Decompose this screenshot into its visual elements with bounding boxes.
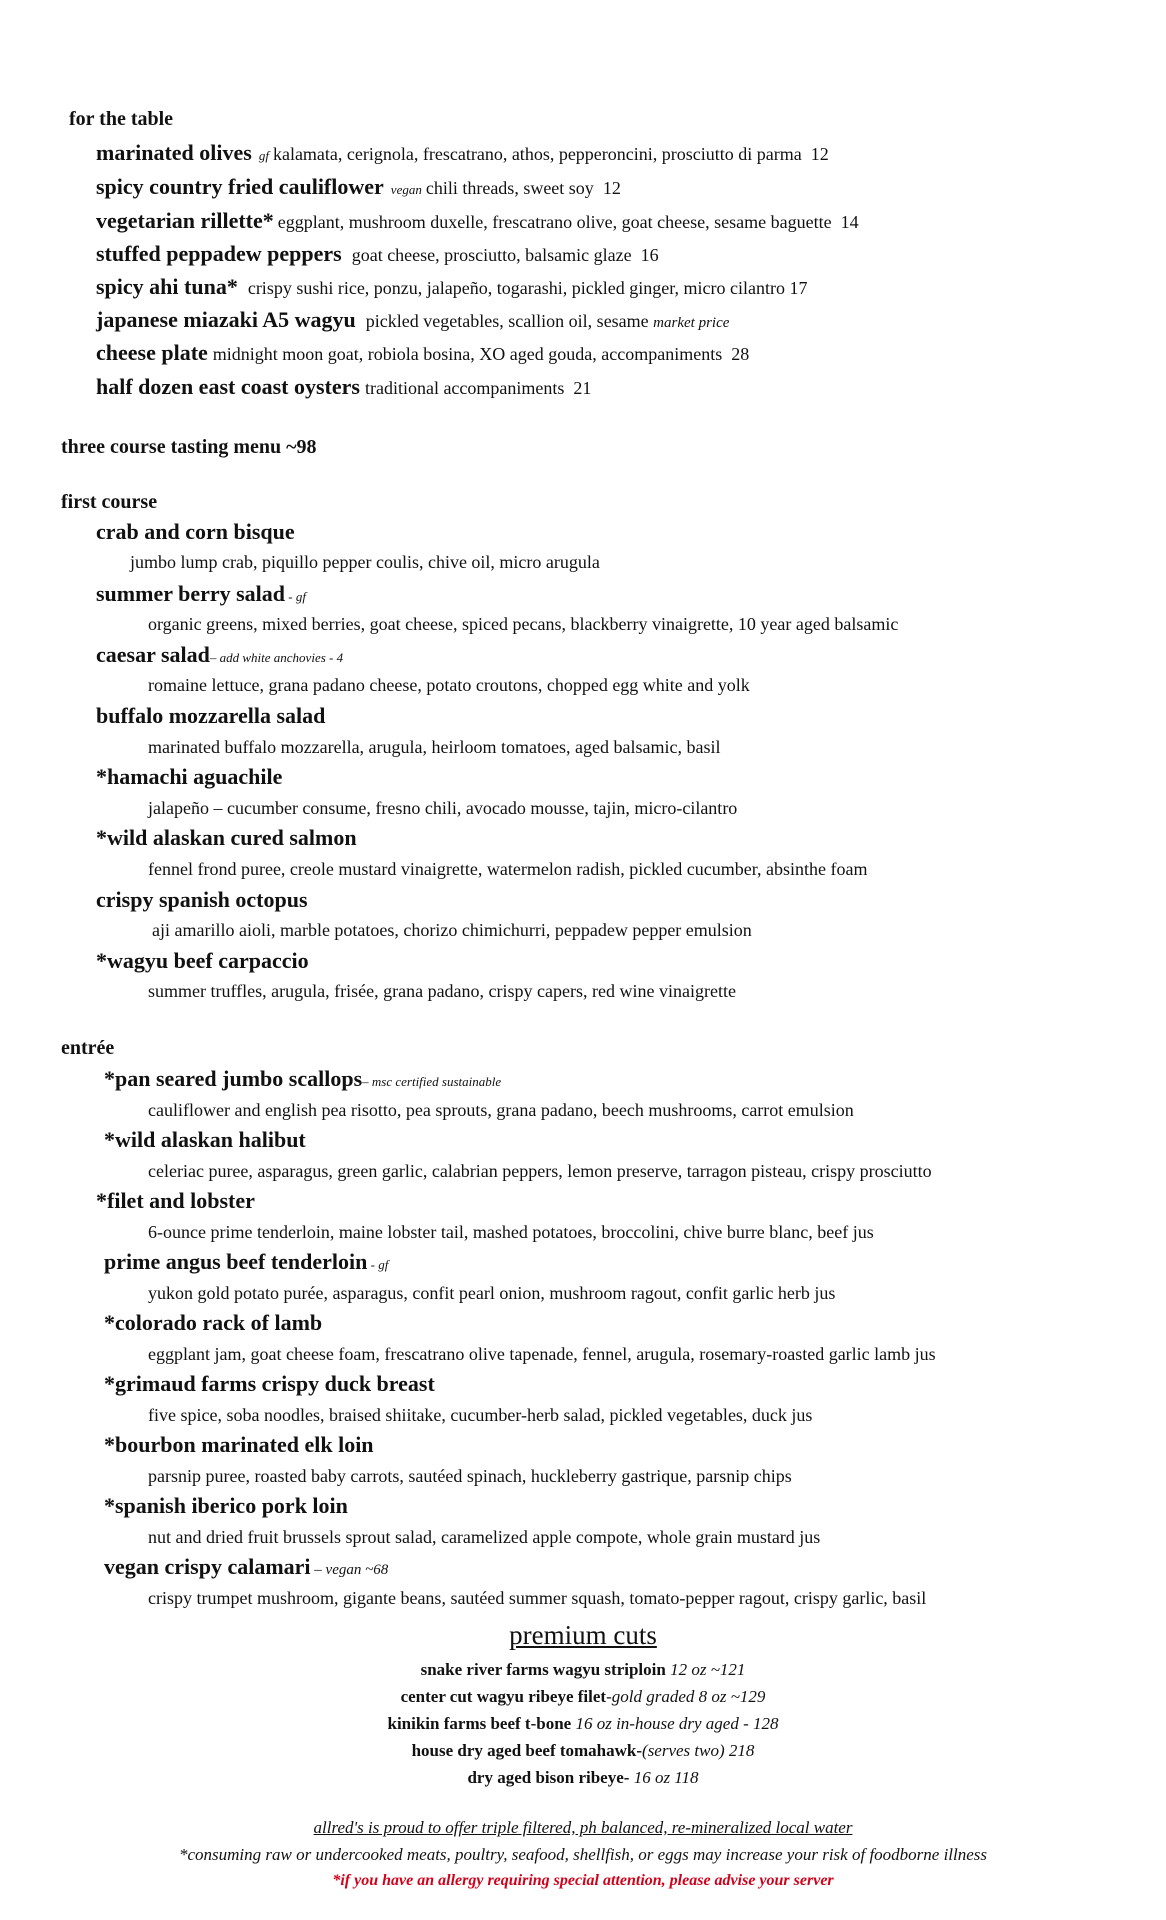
first-course-item-desc: jumbo lump crab, piquillo pepper coulis, chive oil, micro arugula xyxy=(130,552,600,572)
item-name: half dozen east coast oysters xyxy=(96,374,360,399)
first-course-item-desc: organic greens, mixed berries, goat cheese, spiced pecans, blackberry vinaigrette, 10 year aged balsamic xyxy=(148,614,899,634)
table-item-cheese-plate xyxy=(96,340,749,366)
first-course-item-desc: fennel frond puree, creole mustard vinaigrette, watermelon radish, pickled cucumber, absinthe foam xyxy=(148,859,868,879)
cut-name: snake river farms wagyu striploin xyxy=(420,1660,666,1679)
cut-name: kinikin farms beef t-bone xyxy=(387,1714,572,1733)
item-market-price: market price xyxy=(653,315,730,331)
first-course-item-name: caesar salad xyxy=(96,642,210,667)
item-price: 12 xyxy=(810,144,829,164)
item-desc: midnight moon goat, robiola bosina, XO aged gouda, accompaniments xyxy=(212,344,723,364)
item-desc: kalamata, cerignola, frescatrano, athos, pepperoncini, prosciutto di parma xyxy=(272,144,802,164)
item-note: – add white anchovies - 4 xyxy=(209,650,344,665)
first-course-item-desc: marinated buffalo mozzarella, arugula, heirloom tomatoes, aged balsamic, basil xyxy=(148,737,721,757)
item-note: - gf xyxy=(367,1257,389,1272)
item-name: cheese plate xyxy=(96,340,208,365)
table-item-a5-wagyu xyxy=(96,307,729,333)
item-tag: vegan xyxy=(390,182,422,197)
item-price: 21 xyxy=(573,378,592,398)
entree-item-desc: parsnip puree, roasted baby carrots, sautéed spinach, huckleberry gastrique, parsnip chips xyxy=(148,1466,792,1486)
entree-item-desc: eggplant jam, goat cheese foam, frescatrano olive tapenade, fennel, arugula, rosemary-roasted garlic lamb jus xyxy=(148,1344,936,1364)
premium-cut-row xyxy=(0,1660,1166,1680)
section-heading-first-course: first course xyxy=(61,491,158,513)
table-item-peppadew-peppers xyxy=(96,241,659,267)
first-course-item-name: *wagyu beef carpaccio xyxy=(96,948,309,973)
item-desc: goat cheese, prosciutto, balsamic glaze xyxy=(351,245,632,265)
table-item-cauliflower xyxy=(96,174,621,200)
item-desc: traditional accompaniments xyxy=(364,378,565,398)
first-course-item-desc: romaine lettuce, grana padano cheese, potato croutons, chopped egg white and yolk xyxy=(148,675,750,695)
entree-item-name: *colorado rack of lamb xyxy=(104,1310,323,1335)
cut-detail: 16 oz in-house dry aged - 128 xyxy=(571,1714,779,1733)
first-course-item-name: crispy spanish octopus xyxy=(96,887,308,912)
section-heading-entree: entrée xyxy=(61,1037,115,1059)
item-note: - gf xyxy=(285,589,306,604)
item-price: 28 xyxy=(731,344,750,364)
premium-cuts-title: premium cuts xyxy=(509,1620,657,1650)
entree-item-header xyxy=(104,1554,388,1580)
item-name: japanese miazaki A5 wagyu xyxy=(96,307,356,332)
entree-item-name: *filet and lobster xyxy=(96,1188,255,1213)
cut-name: house dry aged beef tomahawk- xyxy=(411,1741,643,1760)
item-name: marinated olives xyxy=(96,140,252,165)
table-item-oysters xyxy=(96,374,591,400)
cut-name: center cut wagyu ribeye filet xyxy=(400,1687,607,1706)
entree-item-desc: crispy trumpet mushroom, gigante beans, sautéed summer squash, tomato-pepper ragout, crispy garlic, basil xyxy=(148,1588,927,1608)
table-item-marinated-olives xyxy=(96,140,829,166)
cut-detail: 12 oz ~121 xyxy=(665,1660,746,1679)
first-course-item-desc: aji amarillo aioli, marble potatoes, chorizo chimichurri, peppadew pepper emulsion xyxy=(152,920,752,940)
entree-item-desc: five spice, soba noodles, braised shiitake, cucumber-herb salad, pickled vegetables, duck jus xyxy=(148,1405,813,1425)
cut-detail: -gold graded 8 oz ~129 xyxy=(606,1687,766,1706)
first-course-item-name: summer berry salad xyxy=(96,581,286,606)
item-desc: chili threads, sweet soy xyxy=(425,178,594,198)
first-course-item-name: *hamachi aguachile xyxy=(96,764,283,789)
premium-cut-row xyxy=(0,1714,1166,1734)
entree-item-desc: yukon gold potato purée, asparagus, confit pearl onion, mushroom ragout, confit garlic herb jus xyxy=(148,1283,836,1303)
item-price: 14 xyxy=(840,212,859,232)
table-item-ahi-tuna xyxy=(96,274,807,300)
cut-detail: 16 oz 118 xyxy=(629,1768,699,1787)
footer-consuming-warning: *consuming raw or undercooked meats, poultry, seafood, shellfish, or eggs may increase your risk of foodborne illness xyxy=(178,1845,988,1864)
entree-item-name: *bourbon marinated elk loin xyxy=(104,1432,374,1457)
item-name: vegetarian rillette* xyxy=(96,208,274,233)
entree-item-header xyxy=(104,1066,501,1092)
first-course-item-name: *wild alaskan cured salmon xyxy=(96,825,357,850)
entree-item-name: *pan seared jumbo scallops xyxy=(104,1066,363,1091)
item-name: spicy ahi tuna* xyxy=(96,274,238,299)
item-price: 16 xyxy=(640,245,659,265)
entree-item-desc: nut and dried fruit brussels sprout salad, caramelized apple compote, whole grain mustard jus xyxy=(148,1527,821,1547)
first-course-item-desc: summer truffles, arugula, frisée, grana padano, crispy capers, red wine vinaigrette xyxy=(148,981,736,1001)
item-name: stuffed peppadew peppers xyxy=(96,241,342,266)
item-desc: pickled vegetables, scallion oil, sesame xyxy=(365,311,649,331)
entree-item-name: vegan crispy calamari xyxy=(104,1554,311,1579)
item-note: – vegan ~68 xyxy=(310,1562,389,1578)
footer-allergy-note: *if you have an allergy requiring special attention, please advise your server xyxy=(332,1872,834,1889)
first-course-item-desc: jalapeño – cucumber consume, fresno chili, avocado mousse, tajin, micro-cilantro xyxy=(148,798,738,818)
item-desc: crispy sushi rice, ponzu, jalapeño, togarashi, pickled ginger, micro cilantro xyxy=(247,278,785,298)
entree-item-desc: 6-ounce prime tenderloin, maine lobster tail, mashed potatoes, broccolini, chive burre blanc, beef jus xyxy=(148,1222,874,1242)
premium-cut-row xyxy=(0,1768,1166,1788)
item-desc: eggplant, mushroom duxelle, frescatrano olive, goat cheese, sesame baguette xyxy=(277,212,832,232)
entree-item-name: prime angus beef tenderloin xyxy=(104,1249,368,1274)
entree-item-name: *spanish iberico pork loin xyxy=(104,1493,348,1518)
first-course-item-header xyxy=(96,642,343,668)
entree-item-header xyxy=(104,1249,388,1275)
item-price: 12 xyxy=(602,178,621,198)
first-course-item-name: buffalo mozzarella salad xyxy=(96,703,326,728)
item-tag: gf xyxy=(258,148,269,163)
premium-cut-row xyxy=(0,1687,1166,1707)
cut-name: dry aged bison ribeye- xyxy=(467,1768,630,1787)
entree-item-name: *grimaud farms crispy duck breast xyxy=(104,1371,435,1396)
item-name: spicy country fried cauliflower xyxy=(96,174,384,199)
entree-item-name: *wild alaskan halibut xyxy=(104,1127,306,1152)
first-course-item-name: crab and corn bisque xyxy=(96,519,295,544)
tasting-menu-heading: three course tasting menu ~98 xyxy=(61,436,317,458)
table-item-vegetarian-rillette xyxy=(96,208,859,234)
premium-cut-row xyxy=(0,1741,1166,1761)
section-heading-for-the-table: for the table xyxy=(69,108,174,130)
entree-item-desc: celeriac puree, asparagus, green garlic, calabrian peppers, lemon preserve, tarragon pisteau, crispy prosciutto xyxy=(148,1161,932,1181)
first-course-item-header xyxy=(96,581,306,607)
cut-detail: (serves two) 218 xyxy=(642,1741,755,1760)
footer-water-note: allred's is proud to offer triple filtered, ph balanced, re-mineralized local water xyxy=(313,1818,853,1837)
item-note: – msc certified sustainable xyxy=(362,1074,502,1089)
item-price: 17 xyxy=(789,278,808,298)
entree-item-desc: cauliflower and english pea risotto, pea sprouts, grana padano, beech mushrooms, carrot emulsion xyxy=(148,1100,854,1120)
